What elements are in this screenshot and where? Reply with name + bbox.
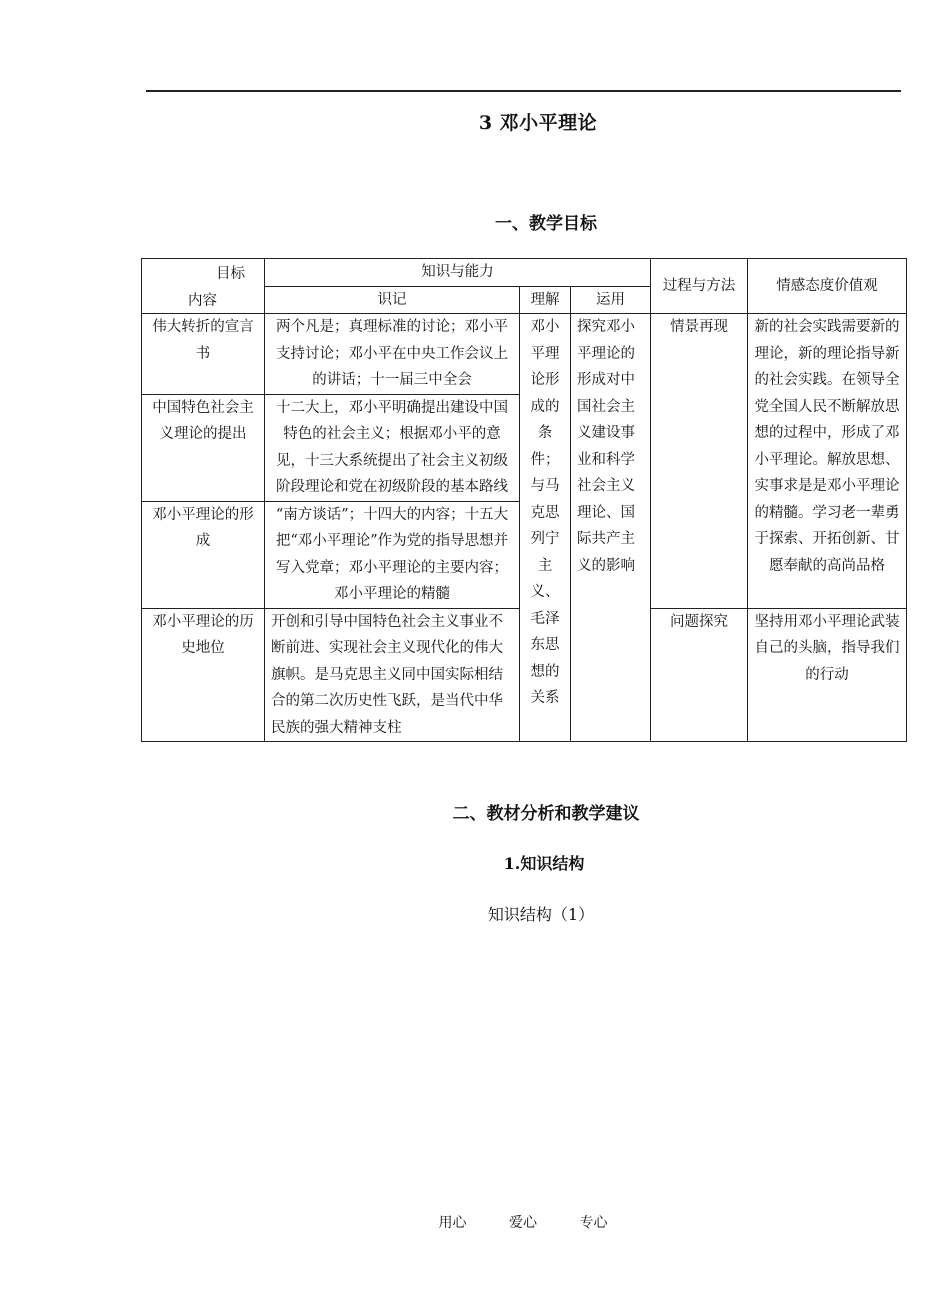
corner-top-label: 目标 [216, 266, 245, 282]
row-recall: 两个凡是；真理标准的讨论；邓小平支持讨论；邓小平在中央工作会议上的讲话；十一届三中全会 [265, 314, 520, 395]
row-recall: 十二大上，邓小平明确提出建设中国特色的社会主义；根据邓小平的意见，十三大系统提出了社会主义初级阶段理论和党在初级阶段的基本路线 [265, 394, 520, 501]
corner-bottom-label: 内容 [188, 293, 217, 309]
teaching-goals-table [141, 258, 907, 742]
process-cell-1: 情景再现 [651, 314, 748, 609]
footer-word: 用心 [438, 1215, 467, 1231]
header-recall: 识记 [265, 286, 520, 314]
page-title: 3 邓小平理论 [478, 112, 598, 134]
header-process: 过程与方法 [651, 259, 748, 314]
footer-word: 专心 [579, 1215, 608, 1231]
page-footer [0, 1212, 950, 1232]
subsection-heading: 1.知识结构 [503, 854, 585, 873]
figure-caption: 知识结构（1） [487, 905, 595, 924]
process-cell-2: 问题探究 [651, 608, 748, 742]
row-content: 邓小平理论的历史地位 [142, 608, 265, 742]
header-understand: 理解 [520, 286, 571, 314]
row-content: 伟大转折的宣言书 [142, 314, 265, 395]
header-knowledge: 知识与能力 [265, 259, 651, 287]
emotion-cell-2: 坚持用邓小平理论武装自己的头脑，指导我们的行动 [748, 608, 907, 742]
header-apply: 运用 [571, 286, 651, 314]
emotion-cell-1: 新的社会实践需要新的理论，新的理论指导新的社会实践。在领导全党全国人民不断解放思想的过程中，形成了邓小平理论。解放思想、实事求是是邓小平理论的精髓。学习老一辈勇于探索、开拓创新、甘愿奉献的高尚品格 [748, 314, 907, 609]
corner-header [142, 259, 265, 314]
section-heading-goals: 一、教学目标 [495, 214, 597, 234]
row-content: 中国特色社会主义理论的提出 [142, 394, 265, 501]
row-content: 邓小平理论的形成 [142, 501, 265, 608]
understand-cell: 邓小平理论形成的条件；与马克思列宁主义、毛泽东思想的关系 [520, 314, 571, 742]
row-recall: 开创和引导中国特色社会主义事业不断前进、实现社会主义现代化的伟大旗帜。是马克思主义同中国实际相结合的第二次历史性飞跃，是当代中华民族的强大精神支柱 [265, 608, 520, 742]
footer-word: 爱心 [509, 1215, 537, 1231]
section-heading-analysis: 二、教材分析和教学建议 [452, 804, 640, 824]
header-rule [146, 90, 901, 92]
header-emotion: 情感态度价值观 [748, 259, 907, 314]
apply-cell: 探究邓小平理论的形成对中国社会主义建设事业和科学社会主义理论、国际共产主义的影响 [571, 314, 651, 742]
row-recall: “南方谈话”；十四大的内容；十五大把“邓小平理论”作为党的指导思想并写入党章；邓小平理论的主要内容；邓小平理论的精髓 [265, 501, 520, 608]
table-row [142, 314, 907, 395]
